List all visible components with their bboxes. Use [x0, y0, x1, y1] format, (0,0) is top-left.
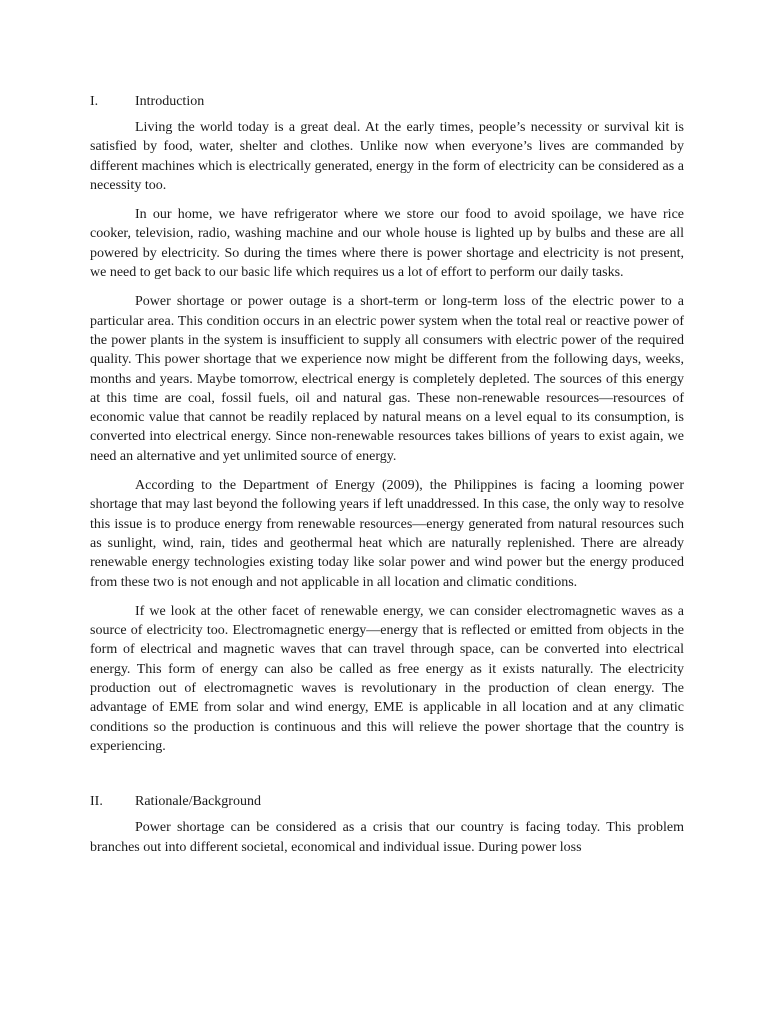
paragraph: Living the world today is a great deal. At the early times, people’s necessity or survival kit is satisfied by food, water, shelter and clothes. Unlike now when everyone’s lives are commanded by different machines which is electrically generated, energy in the form of electricity can be considered as a necessity too.	[90, 120, 684, 193]
paragraph: If we look at the other facet of renewable energy, we can consider electromagnetic waves as a source of electricity too. Electromagnetic energy—energy that is reflected or emitted from objects in the form of electrical and magnetic waves that can travel through space, can be converted into electrical energy. This form of energy can also be called as free energy as it exists naturally. The electricity production out of electromagnetic waves is revolutionary in the production of clean energy. The advantage of EME from solar and wind energy, EME is applicable in all location and at any climatic conditions so the production is continuous and this will relieve the power shortage that the country is experiencing.	[90, 603, 684, 754]
section-title: Introduction	[135, 94, 205, 109]
document-body	[90, 92, 684, 867]
section-heading-introduction	[90, 92, 684, 112]
section-spacer	[90, 766, 684, 792]
section-number: I.	[90, 94, 99, 109]
section-title: Rationale/Background	[135, 794, 261, 810]
section-number: II.	[90, 794, 103, 810]
paragraph: According to the Department of Energy (2009), the Philippines is facing a looming power shortage that may last beyond the following years if left unaddressed. In this case, the only way to resolve this issue is to produce energy from renewable resources—energy generated from natural resources such as sunlight, wind, rain, tides and geothermal heat which are naturally replenished. There are already renewable energy technologies existing today like solar power and wind power but the energy produced from these two is not enough and not applicable in all location and climatic conditions.	[90, 478, 684, 590]
paragraph: In our home, we have refrigerator where we store our food to avoid spoilage, we have rice cooker, television, radio, washing machine and our whole house is lighted up by bulbs and these are all powered by electricity. So during the times where there is power shortage and electricity is not present, we need to get back to our basic life which requires us a lot of effort to perform our daily tasks.	[90, 207, 684, 281]
section-heading-rationale	[90, 792, 684, 812]
paragraph: Power shortage or power outage is a short-term or long-term loss of the electric power to a particular area. This condition occurs in an electric power system when the total real or reactive power of the power plants in the system is insufficient to supply all consumers with electric power of the required quality. This power shortage that we experience now might be different from the following days, weeks, months and years. Maybe tomorrow, electrical energy is completely depleted. The sources of this energy at this time are coal, fossil fuels, oil and natural gas. These non-renewable resources—resources of economic value that cannot be readily replaced by natural means on a level equal to its consumption, is converted into electrical energy. Since non-renewable resources takes billions of years to exist again, we need an alternative and yet unlimited source of energy.	[90, 294, 684, 464]
paragraph: Power shortage can be considered as a crisis that our country is facing today. This problem branches out into different societal, economical and individual issue. During power loss	[90, 820, 684, 855]
